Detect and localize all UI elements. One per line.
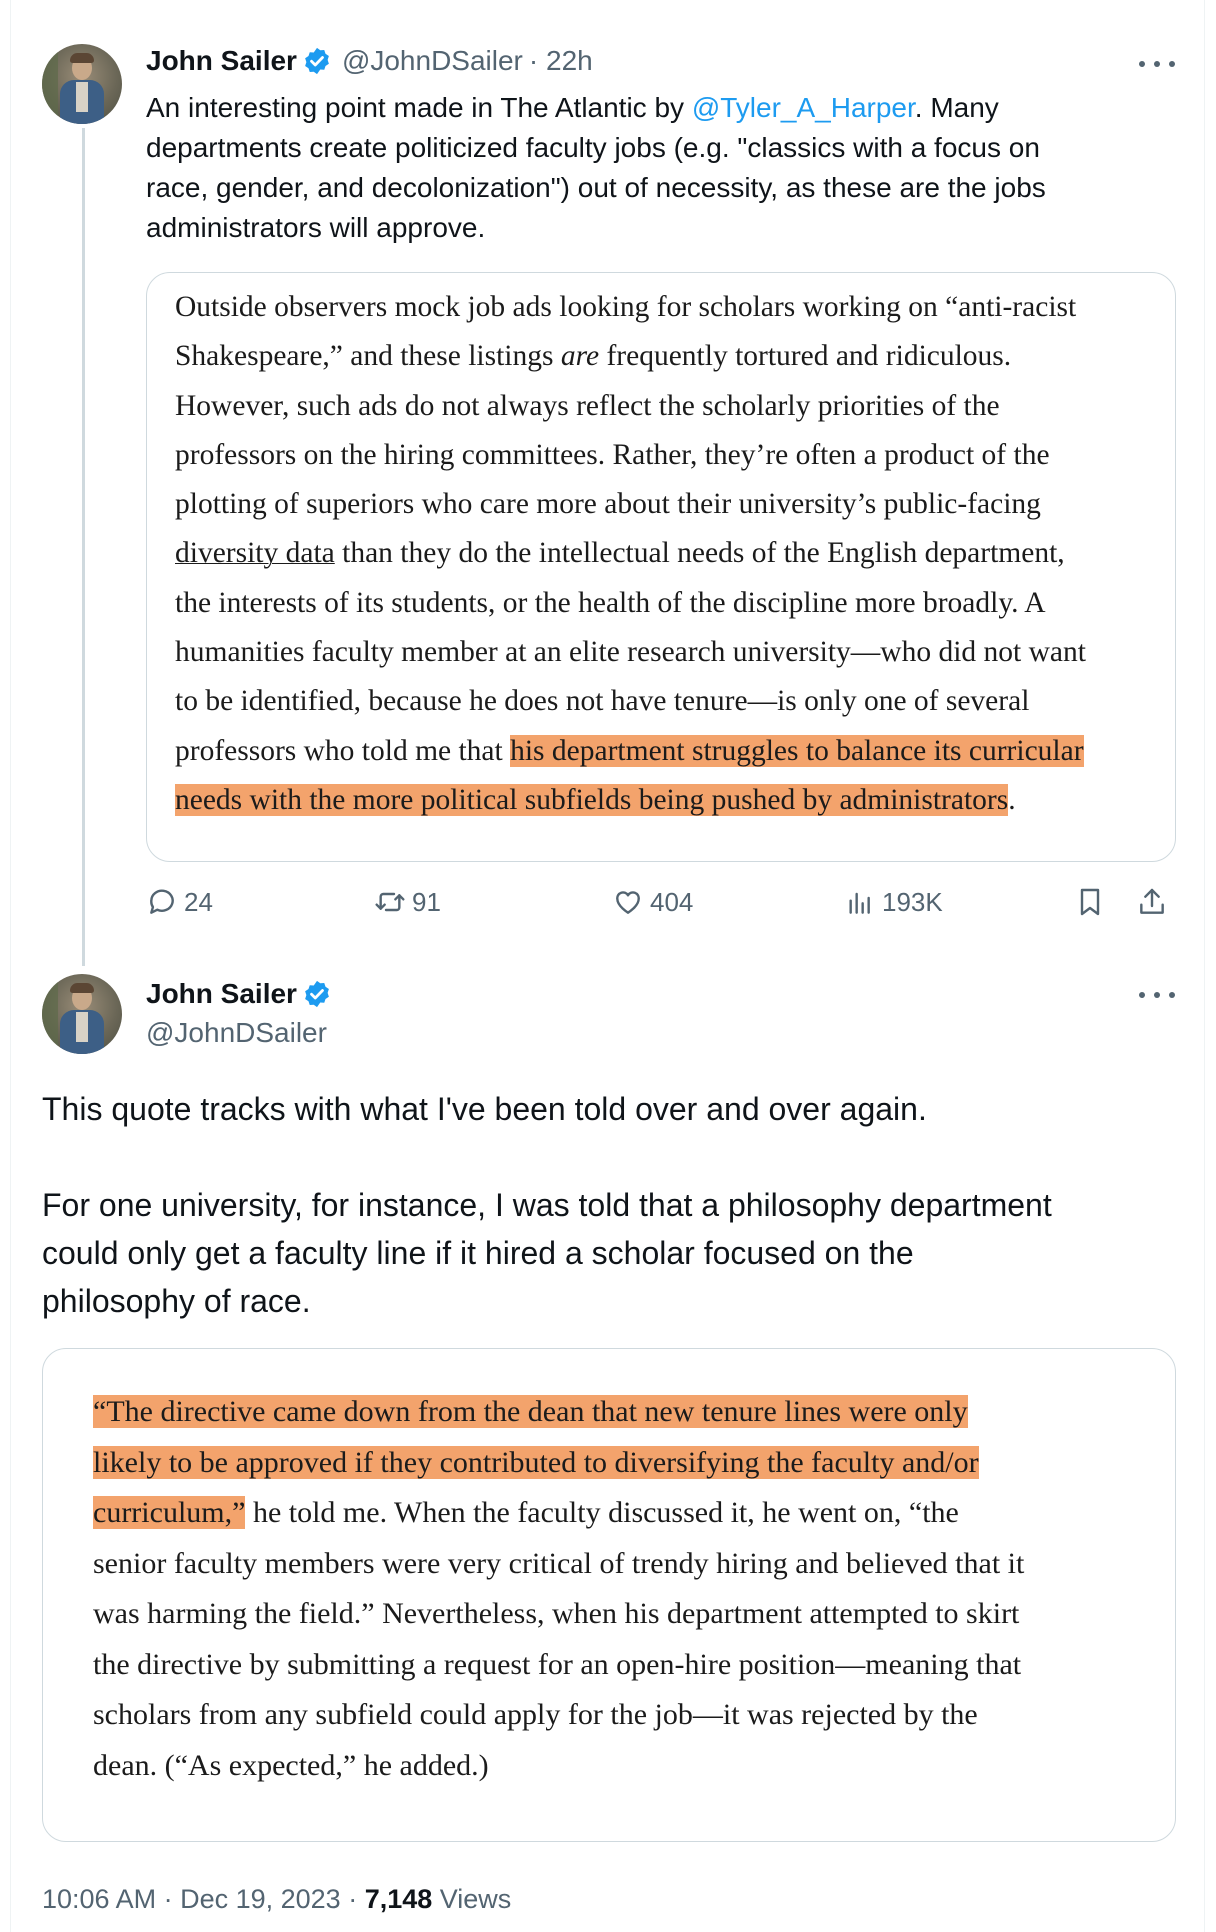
excerpt-text: “The directive came down from the dean that new tenure lines were only likely to be approved if they contributed to diversifying the faculty and/or curriculum,” he told me. When the faculty discussed it, he went on, “the senior faculty members were very critical of trendy hiring and believed that it was harming the field.” Nevertheless, when his department attempted to skirt the directive by submitting a request for an open-hire position—meaning that scholars from any subfield could apply for the job—it was rejected by the dean. (“As expected,” he added.) (93, 1395, 1025, 1782)
like-count: 404 (650, 886, 694, 917)
display-name[interactable]: John Sailer (146, 45, 297, 76)
retweet-icon (374, 886, 406, 918)
more-icon[interactable] (1139, 985, 1175, 1005)
frame-edge-right (1204, 0, 1205, 1932)
tweet-timestamp[interactable]: 10:06 AM · Dec 19, 2023 · 7,148 Views (42, 1884, 512, 1914)
mention-link[interactable]: @Tyler_A_Harper (691, 92, 915, 123)
tweet-text-line: For one university, for instance, I was told that a philosophy department (42, 1187, 1052, 1223)
tweet1-header (146, 45, 593, 77)
retweet-count: 91 (412, 886, 441, 917)
relative-time[interactable]: · 22h (528, 45, 593, 76)
like-button[interactable] (612, 886, 693, 918)
retweet-button[interactable] (374, 886, 441, 918)
frame-edge-left (10, 0, 11, 1932)
tweet2-text (42, 1085, 1052, 1325)
share-button[interactable] (1136, 886, 1174, 918)
diversity-data-link[interactable]: diversity data (175, 537, 335, 570)
highlighted-text: his department struggles to balance its curricular (510, 734, 1084, 767)
handle[interactable]: @JohnDSailer (341, 45, 523, 76)
tweet1-action-bar (146, 886, 1176, 928)
views-icon (844, 886, 876, 918)
view-count: 7,148 (364, 1884, 433, 1914)
tweet1-text (146, 88, 1046, 248)
tweet2-header (146, 978, 332, 1010)
highlighted-text: needs with the more political subfields being pushed by administrators (175, 783, 1009, 816)
share-icon (1136, 886, 1168, 918)
reply-button[interactable] (146, 886, 213, 918)
tweet-text-paragraph: This quote tracks with what I've been told over and over again. (42, 1091, 927, 1127)
avatar[interactable] (42, 974, 122, 1054)
tweet-text-line: An interesting point made in The Atlantic by @Tyler_A_Harper. Many (146, 92, 999, 123)
view-count: 193K (882, 886, 943, 917)
quoted-article-excerpt[interactable] (42, 1348, 1176, 1842)
bookmark-icon (1074, 886, 1106, 918)
thread-connector-line (82, 128, 85, 966)
reply-count: 24 (184, 886, 213, 917)
excerpt-text: Outside observers mock job ads looking for scholars working on “anti-racist Shakespeare,” and these listings are frequently tortured and ridiculous. However, such ads do not always reflect the scholarly priorities of the professors on the hiring committees. Rather, they’re often a product of the plotting of superiors who care more about their university’s public-facing diversity data than they do the intellectual needs of the English department, the interests of its students, or the health of the discipline more broadly. A humanities faculty member at an elite research university—who did not want to be identified, because he does not have tenure—is only one of several professors who told me that his department struggles to balance its curricular needs with the more political subfields being pushed by administrators. (175, 291, 1086, 816)
tweet-text-line: administrators will approve. (146, 212, 486, 243)
avatar[interactable] (42, 44, 122, 124)
verified-badge-icon (302, 46, 332, 76)
tweet-text-line: philosophy of race. (42, 1283, 311, 1319)
more-icon[interactable] (1139, 54, 1175, 74)
handle[interactable]: @JohnDSailer (146, 1017, 327, 1048)
quoted-article-excerpt[interactable] (146, 272, 1176, 862)
bookmark-button[interactable] (1074, 886, 1112, 918)
tweet-text-line: could only get a faculty line if it hired a scholar focused on the (42, 1235, 914, 1271)
tweet-text-line: race, gender, and decolonization") out of necessity, as these are the jobs (146, 172, 1046, 203)
highlighted-text: “The directive came down from the dean that new tenure lines were only (93, 1395, 968, 1428)
tweet-text-line: departments create politicized faculty jobs (e.g. "classics with a focus on (146, 132, 1040, 163)
views-button[interactable] (844, 886, 943, 918)
verified-badge-icon (302, 979, 332, 1009)
highlighted-text: likely to be approved if they contributed to diversifying the faculty and/or (93, 1445, 979, 1479)
display-name[interactable]: John Sailer (146, 978, 297, 1009)
reply-icon (146, 886, 178, 918)
like-icon (612, 886, 644, 918)
highlighted-text: curriculum,” (93, 1496, 246, 1529)
